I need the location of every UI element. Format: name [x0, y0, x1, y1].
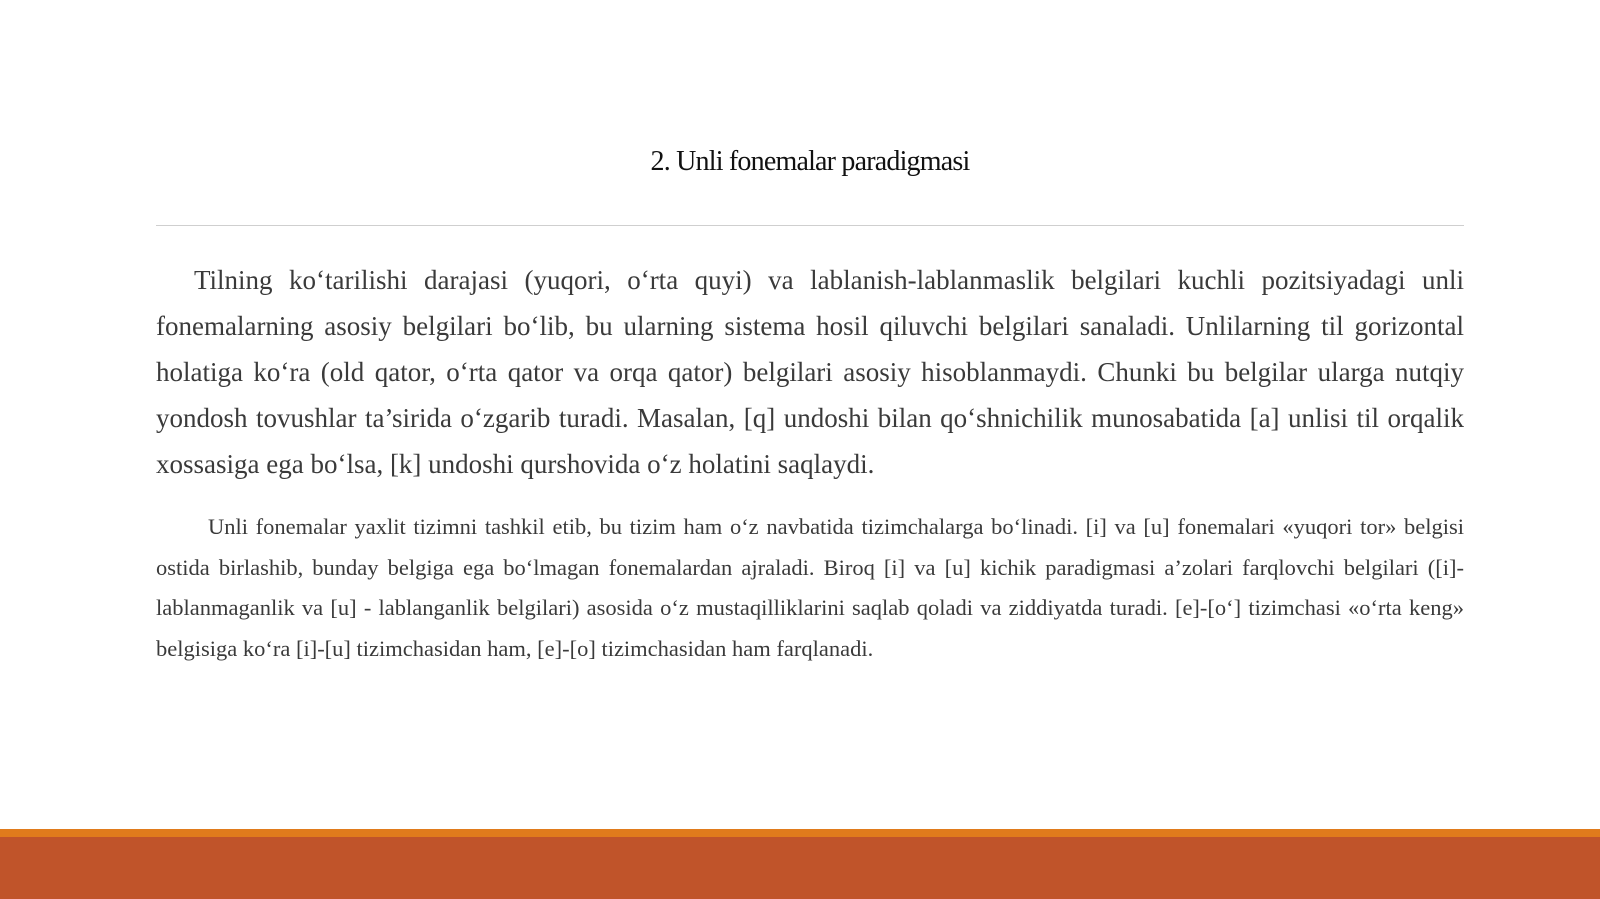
slide-title: 2. Unli fonemalar paradigmasi: [650, 146, 970, 177]
footer-bar: [0, 837, 1600, 899]
title-divider: [156, 225, 1464, 226]
footer-accent-line: [0, 829, 1600, 837]
paragraph-1: Tilning ko‘tarilishi darajasi (yuqori, o‘rta quyi) va lablanish-lablanmaslik belgilari kuchli pozitsiyadagi unli fonemalarning asosiy belgilari bo‘lib, bu ularning sistema hosil qiluvchi belgilari sanaladi. Unlilarning til gorizontal holatiga ko‘ra (old qator, o‘rta qator va orqa qator) belgilari asosiy hisoblanmaydi. Chunki bu belgilar ularga nutqiy yondosh tovushlar ta’sirida o‘zgarib turadi. Masalan, [q] undoshi bilan qo‘shnichilik munosabatida [a] unlisi til orqalik xossasiga ega bo‘lsa, [k] undoshi qurshovida o‘z holatini saqlaydi.: [156, 265, 1464, 479]
paragraph-2: Unli fonemalar yaxlit tizimni tashkil etib, bu tizim ham o‘z navbatida tizimchalarga bo‘linadi. [i] va [u] fonemalari «yuqori tor» belgisi ostida birlashib, bunday belgiga ega bo‘lmagan fonemalardan ajraladi. Biroq [i] va [u] kichik paradigmasi a’zolari farqlovchi belgilari ([i]-lablanmaganlik va [u] - lablanganlik belgilari) asosida o‘z mustaqilliklarini saqlab qoladi va ziddiyatda turadi. [e]-[o‘] tizimchasi «o‘rta keng» belgisiga ko‘ra [i]-[u] tizimchasidan ham, [e]-[o] tizimchasidan ham farqlanadi.: [156, 514, 1464, 661]
